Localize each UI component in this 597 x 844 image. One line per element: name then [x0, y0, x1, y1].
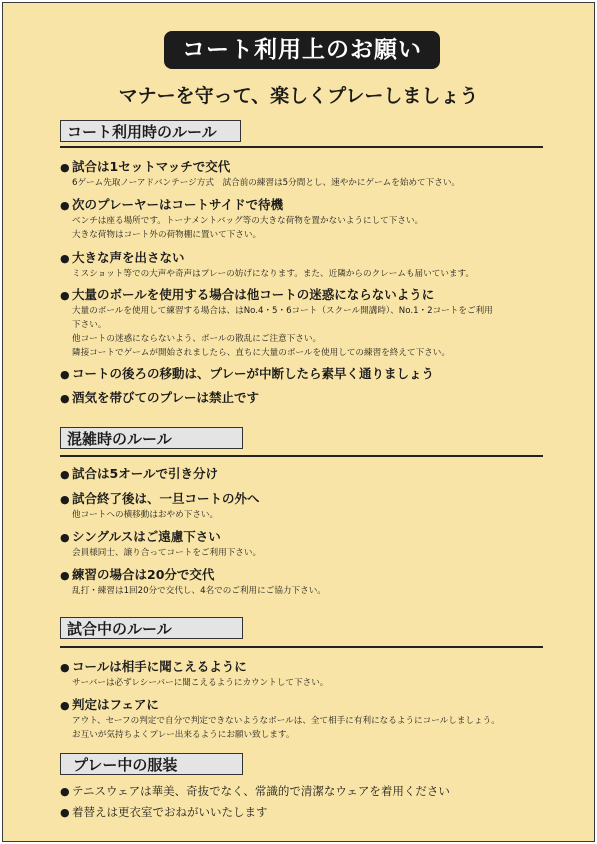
rule-title: 大量のボールを使用する場合は他コートの迷惑にならないように: [72, 287, 435, 302]
bullet-icon: ●: [60, 806, 70, 819]
rule-item: [60, 366, 560, 383]
rule-title: シングルスはご遠慮下さい: [72, 529, 221, 544]
rule-item: [60, 529, 560, 560]
notice-page: [2, 2, 595, 842]
bullet-icon: ●: [60, 199, 70, 212]
bullet-icon: ●: [60, 161, 70, 174]
rule-title: 試合終了後は、一旦コートの外へ: [72, 491, 260, 506]
bullet-icon: ●: [60, 289, 70, 302]
rule-item: [60, 697, 560, 742]
bullet-icon: ●: [60, 569, 70, 582]
rule-item: [60, 197, 560, 242]
rule-body: 大きな荷物はコート外の荷物棚に置いて下さい。: [72, 230, 262, 240]
section-divider: [60, 455, 543, 457]
bullet-icon: ●: [60, 661, 70, 674]
rule-title: 大きな声を出さない: [72, 250, 185, 265]
rule-item: [60, 466, 560, 483]
rule-body: 隣接コートでゲームが開始されましたら、直ちに大量のボールを使用しての練習を終えて下さい。: [72, 348, 450, 358]
rule-title: 練習の場合は20分で交代: [72, 567, 215, 582]
rule-body: 下さい。: [72, 320, 107, 330]
rule-body: 会員様同士、譲り合ってコートをご利用下さい。: [72, 548, 262, 558]
bullet-icon: ●: [60, 392, 70, 405]
rule-title: 試合は1セットマッチで交代: [72, 159, 231, 174]
rule-title: 次のプレーヤーはコートサイドで待機: [72, 197, 284, 212]
section-divider: [60, 646, 543, 648]
rule-body: お互いが気持ちよくプレー出来るようにお願い致します。: [72, 730, 295, 740]
rule-item: [60, 287, 560, 360]
page-subtitle: マナーを守って、楽しくプレーしましょう: [118, 85, 479, 107]
rule-body: 他コートの迷惑にならないよう、ボールの散乱にご注意下さい。: [72, 334, 322, 344]
rule-body: サーバーは必ずレシーバーに聞こえるようにカウントして下さい。: [72, 678, 329, 688]
rule-title: コートの後ろの移動は、プレーが中断したら素早く通りましょう: [72, 366, 435, 381]
section-header-busy-time: 混雑時のルール: [60, 427, 243, 449]
rule-title: 試合は5オールで引き分け: [72, 466, 218, 481]
rule-body: 乱打・練習は1回20分で交代し、4名でのご利用にご協力下さい。: [72, 586, 326, 596]
rule-item: [60, 804, 560, 821]
rule-title: コールは相手に聞こえるように: [72, 659, 247, 674]
rule-item: [60, 567, 560, 598]
rule-item: [60, 783, 560, 800]
rule-title: 判定はフェアに: [72, 697, 159, 712]
bullet-icon: ●: [60, 368, 70, 381]
rule-item: [60, 491, 560, 522]
rule-item: [60, 250, 560, 281]
bullet-icon: ●: [60, 493, 70, 506]
rule-item: [60, 659, 560, 690]
rule-body: 6ゲーム先取ノーアドバンテージ方式 試合前の練習は5分間とし、速やかにゲームを始めて下さい。: [72, 178, 461, 188]
section-header-court-usage: コート利用時のルール: [60, 120, 241, 142]
rule-body: 他コートへの横移動はおやめ下さい。: [72, 510, 219, 520]
bullet-icon: ●: [60, 785, 70, 798]
bullet-icon: ●: [60, 531, 70, 544]
section-header-during-match: 試合中のルール: [60, 617, 243, 639]
rule-title: 着替えは更衣室でおねがいいたします: [72, 805, 268, 819]
section-header-attire: プレー中の服装: [60, 753, 243, 775]
rule-title: テニスウェアは華美、奇抜でなく、常識的で清潔なウェアを着用ください: [72, 784, 450, 798]
section-divider: [60, 146, 543, 148]
rule-body: ミスショット等での大声や奇声はプレーの妨げになります。また、近隣からのクレームも届いています。: [72, 269, 475, 279]
page-title: コート利用上のお願い: [164, 31, 440, 69]
rule-item: [60, 390, 560, 407]
rule-item: [60, 159, 560, 190]
bullet-icon: ●: [60, 699, 70, 712]
rule-body: ベンチは座る場所です。トーナメントバッグ等の大きな荷物を置かないようにして下さい。: [72, 216, 424, 226]
rule-body: 大量のボールを使用して練習する場合は、はNo.4・5・6コート（スクール開講時）、No.1・2コートをご利用: [72, 306, 493, 316]
rule-body: アウト、セーフの判定で自分で判定できないようなボールは、全て相手に有利になるようにコールしましょう。: [72, 716, 500, 726]
rule-title: 酒気を帯びてのプレーは禁止です: [72, 390, 260, 405]
bullet-icon: ●: [60, 468, 70, 481]
bullet-icon: ●: [60, 252, 70, 265]
